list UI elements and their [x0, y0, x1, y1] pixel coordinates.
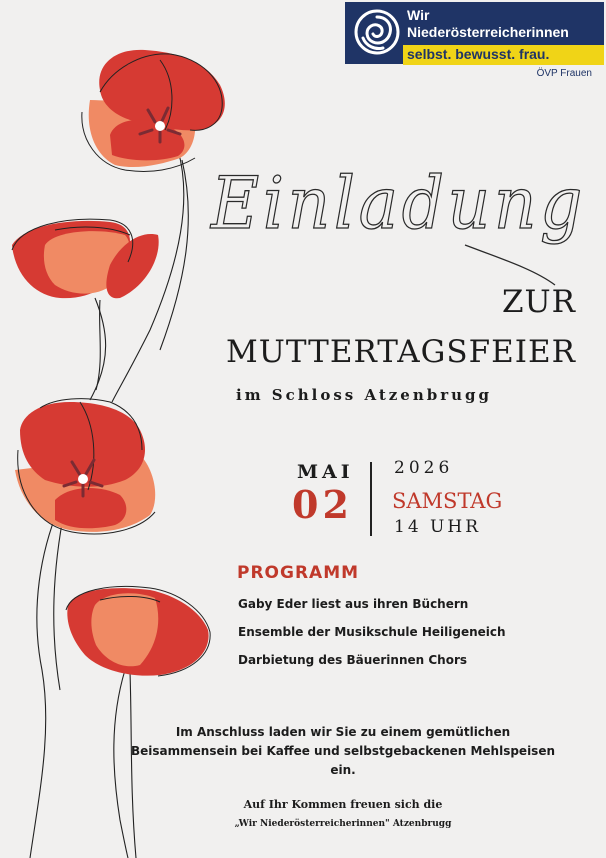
date-time: 14 UHR — [394, 517, 481, 537]
program-title: PROGRAMM — [237, 563, 360, 583]
closing-line: Im Anschluss laden wir Sie zu einem gemütlichen — [175, 725, 511, 739]
date-month: MAI — [297, 461, 354, 483]
vp-frauen-logo — [345, 2, 604, 82]
script-title — [205, 150, 595, 290]
logo-line-niederoesterreicherinnen: Niederösterreicherinnen — [407, 24, 569, 40]
poppy-flower-1 — [82, 50, 225, 172]
date-day: 02 — [292, 482, 353, 527]
date-year: 2026 — [394, 458, 454, 478]
program-item: Darbietung des Bäuerinnen Chors — [238, 653, 468, 667]
program-item: Gaby Eder liest aus ihren Büchern — [238, 597, 469, 611]
logo-organisation: ÖVP Frauen — [536, 68, 592, 79]
closing-line: ein. — [330, 763, 356, 777]
poppy-flower-2 — [12, 219, 159, 298]
signature-line: Auf Ihr Kommen freuen sich die — [243, 798, 443, 811]
svg-text:Einladung: Einladung — [209, 161, 586, 245]
date-divider — [370, 462, 372, 536]
closing-line: Beisammensein bei Kaffee und selbstgebackenen Mehlspeisen — [130, 744, 556, 758]
date-weekday: SAMSTAG — [392, 489, 503, 513]
program-item: Ensemble der Musikschule Heiligeneich — [238, 625, 506, 639]
poppy-flower-3 — [15, 399, 155, 534]
signature-organisation: „Wir Niederösterreicherinnen" Atzenbrugg — [234, 819, 452, 829]
poppy-flower-4 — [66, 586, 210, 676]
rose-icon — [353, 8, 401, 56]
event-location: im Schloss Atzenbrugg — [236, 386, 493, 404]
event-title: MUTTERTAGSFEIER — [226, 334, 576, 370]
closing-text — [0, 723, 606, 780]
logo-slogan: selbst. bewusst. frau. — [407, 46, 550, 62]
logo-line-wir: Wir — [407, 7, 430, 23]
heading-zur: ZUR — [501, 284, 576, 320]
